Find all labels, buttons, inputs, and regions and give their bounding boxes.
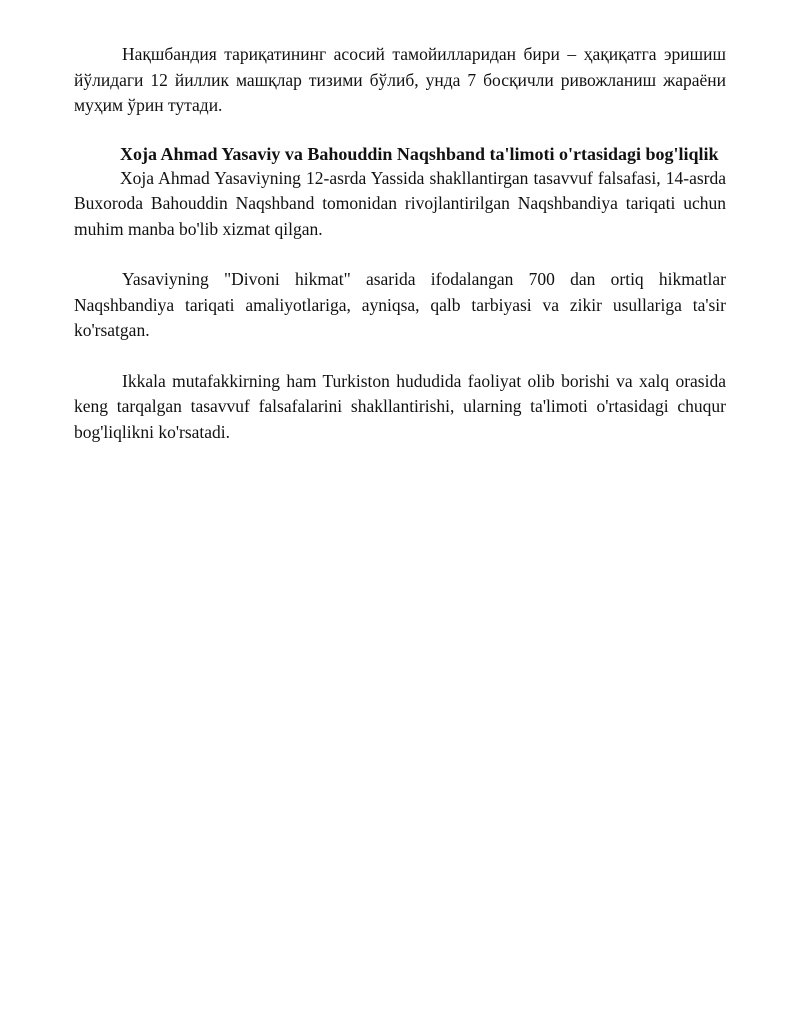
body-paragraph-3: Ikkala mutafakkirning ham Turkiston hududida faoliyat olib borishi va xalq orasida keng tarqalgan tasavvuf falsafalarini shakllantirishi, ularning ta'limoti o'rtasidagi chuqur bog'liqlikni ko'rsatadi. [74, 370, 726, 442]
body-paragraph-2: Yasaviyning "Divoni hikmat" asarida ifodalangan 700 dan ortiq hikmatlar Naqshbandiya tariqati amaliyotlariga, ayniqsa, qalb tarbiyasi va zikir usullariga ta'sir ko'rsatgan. [74, 269, 726, 340]
section-heading: Xoja Ahmad Yasaviy va Bahouddin Naqshband ta'limoti o'rtasidagi bog'liqlik [120, 143, 719, 164]
intro-paragraph: Нақшбандия тариқатининг асосий тамойилларидан бири – ҳақиқатга эришиш йўлидаги 12 йиллик машқлар тизими бўлиб, унда 7 босқичли ривожланиш жараёни муҳим ўрин тутади. [74, 44, 726, 115]
body-paragraph-1: Xoja Ahmad Yasaviyning 12-asrda Yassida shakllantirgan tasavvuf falsafasi, 14-asrda Buxoroda Bahouddin Naqshband tomonidan rivojlantirilgan Naqshbandiya tariqati uchun muhim manba bo'lib xizmat qilgan. [74, 167, 726, 239]
